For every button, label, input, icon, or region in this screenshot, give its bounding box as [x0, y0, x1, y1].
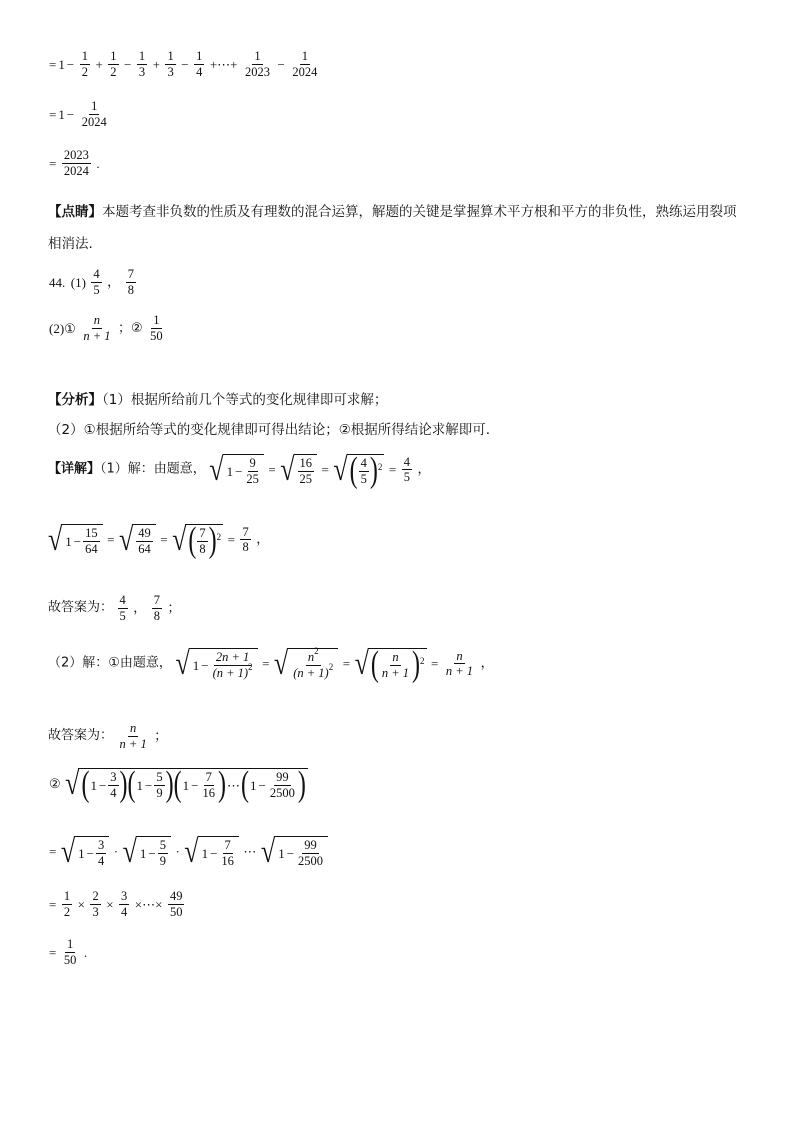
detail-row-2: √ 1 − $\frac{15}{64}$ = √ $\frac{49}{64}$ = √ ( $\frac{7}{8}$ ) 2 = $\frac{7}{8}$ ，: [48, 520, 270, 561]
answer-line-2: 故答案为： $\frac{n}{n + 1}$ ；: [48, 721, 168, 751]
analysis-tag: 【分析】: [48, 392, 102, 408]
answer-line-1: 故答案为： $\frac{4}{5}$ ， $\frac{7}{8}$ ；: [48, 593, 181, 623]
detail-tag: 【详解】: [48, 461, 101, 477]
q44-answer-2: (2)① $\frac{n}{n + 1}$ ；② $\frac{1}{50}$: [49, 313, 163, 343]
detail-row-1: 【详解】（1）解：由题意， √ 1 − $\frac{9}{25}$ = √ $\frac{16}{25}$ = √ ( $\frac{4}{5}$ ) 2 = $\frac{4}{5}$ ，: [48, 450, 431, 491]
comment-paragraph: [48, 196, 748, 260]
product-line: ② √ ( 1 − $\frac{3}{4}$ ) ( 1 − $\frac{5}{9}$ ) ( 1 − $\frac{7}{16}$ ) ⋯ ( 1 − $\frac{99}{2500}$ ): [49, 764, 306, 805]
comment-text: 本题考查非负数的性质及有理数的混合运算，解题的关键是掌握算术平方根和平方的非负性，熟练运用裂项相消法.: [48, 204, 737, 252]
q44-answer-1: 44. (1) $\frac{4}{5}$ ， $\frac{7}{8}$: [49, 267, 134, 297]
comment-tag: 【点睛】: [48, 204, 102, 220]
equation-line-1: = 1 − $\frac{1}{2}$ + $\frac{1}{2}$ − $\frac{1}{3}$ + $\frac{1}{3}$ − $\frac{1}{4}$ +⋯+ $\frac{1}{2023}$ − $\frac{1}{2024}$: [49, 49, 318, 79]
step-line-2: = √ 1 − $\frac{3}{4}$ · √ 1 − $\frac{5}{9}$ · √ 1 − $\frac{7}{16}$ ⋯ √ 1 − $\frac{99}{2500}$: [48, 836, 328, 867]
equation-line-2: = 1 − $\frac{1}{2024}$: [49, 99, 107, 129]
equation-line-3: = $\frac{2023}{2024}$ .: [49, 148, 100, 178]
detail-row-3: （2）解：①由题意， √ 1 − $\frac{2n + 1}{(n + 1)^2}$ = √ $\frac{n^2}{(n + 1)^2}$ = √ ( $\frac{n}{n + 1}$ ) 2 = $\frac{n}{n + 1}$ ，: [48, 644, 494, 685]
step-line-3: = $\frac{1}{2}$ × $\frac{2}{3}$ × $\frac{3}{4}$ ×⋯× $\frac{49}{50}$: [49, 889, 183, 919]
step-line-4: = $\frac{1}{50}$ .: [49, 937, 88, 967]
analysis-line-1: 【分析】（1）根据所给前几个等式的变化规律即可求解；: [48, 392, 388, 408]
analysis-line-2: （2）①根据所给等式的变化规律即可得出结论；②根据所得结论求解即可.: [48, 422, 491, 438]
